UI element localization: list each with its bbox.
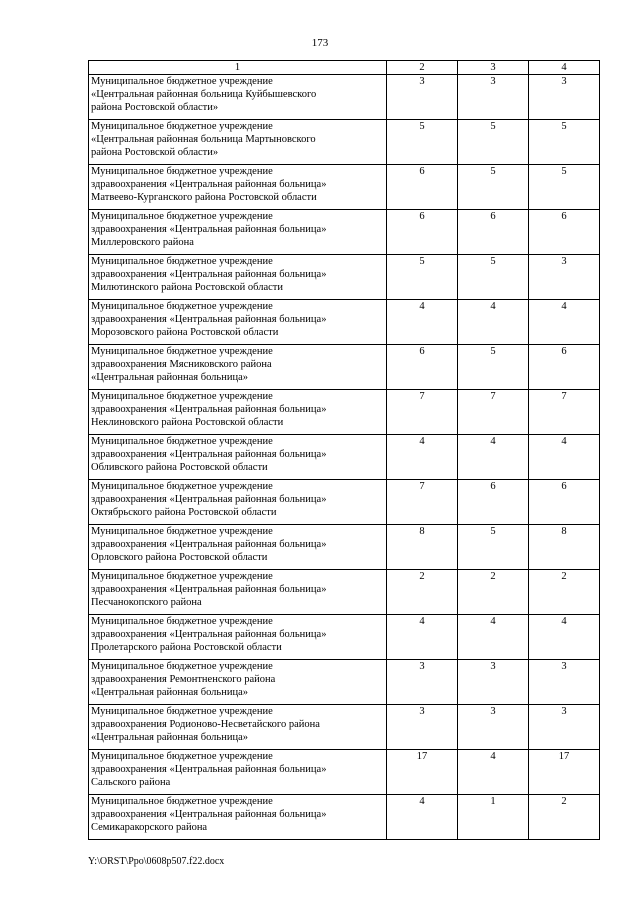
institution-name-line: Муниципальное бюджетное учреждение	[91, 436, 273, 447]
institution-name-cell	[89, 120, 387, 165]
table-row	[89, 255, 600, 300]
institution-name-line: Муниципальное бюджетное учреждение	[91, 211, 273, 222]
institution-name-cell	[89, 795, 387, 840]
institution-name-cell	[89, 750, 387, 795]
institution-name-line: «Центральная районная больница»	[91, 687, 248, 698]
value-cell-col-2: 5	[387, 255, 458, 300]
value-cell-col-2: 7	[387, 480, 458, 525]
institution-name-line: района Ростовской области»	[91, 147, 219, 158]
institution-name-line: Орловского района Ростовской области	[91, 552, 268, 563]
institution-name-line: Муниципальное бюджетное учреждение	[91, 526, 273, 537]
institution-name-cell	[89, 390, 387, 435]
value-cell-col-3: 7	[458, 390, 529, 435]
value-cell-col-4: 6	[529, 345, 600, 390]
institution-name-line: здравоохранения «Центральная районная больница»	[91, 584, 327, 595]
value-cell-col-2: 3	[387, 75, 458, 120]
value-cell-col-3: 5	[458, 525, 529, 570]
value-cell-col-4: 17	[529, 750, 600, 795]
footer-file-path: Y:\ORST\Ppo\0608p507.f22.docx	[88, 856, 225, 867]
institution-name-cell	[89, 165, 387, 210]
institution-name-line: Муниципальное бюджетное учреждение	[91, 571, 273, 582]
institution-name-line: здравоохранения «Центральная районная больница»	[91, 809, 327, 820]
value-cell-col-3: 2	[458, 570, 529, 615]
value-cell-col-3: 6	[458, 480, 529, 525]
institution-name-line: «Центральная районная больница»	[91, 372, 248, 383]
value-cell-col-3: 3	[458, 75, 529, 120]
institution-name-line: Муниципальное бюджетное учреждение	[91, 121, 273, 132]
institution-name-line: здравоохранения «Центральная районная больница»	[91, 764, 327, 775]
institution-name-line: здравоохранения «Центральная районная больница»	[91, 449, 327, 460]
value-cell-col-2: 3	[387, 705, 458, 750]
institution-name-line: здравоохранения «Центральная районная больница»	[91, 224, 327, 235]
value-cell-col-4: 6	[529, 480, 600, 525]
page-number: 173	[311, 37, 329, 49]
column-header: 2	[387, 61, 458, 75]
institution-name-line: Муниципальное бюджетное учреждение	[91, 166, 273, 177]
value-cell-col-3: 4	[458, 435, 529, 480]
value-cell-col-2: 3	[387, 660, 458, 705]
institution-name-line: Морозовского района Ростовской области	[91, 327, 279, 338]
column-header: 1	[89, 61, 387, 75]
institution-name-line: Муниципальное бюджетное учреждение	[91, 616, 273, 627]
table-row	[89, 570, 600, 615]
institution-name-cell	[89, 435, 387, 480]
table-row	[89, 435, 600, 480]
institution-name-cell	[89, 660, 387, 705]
institution-name-line: Муниципальное бюджетное учреждение	[91, 661, 273, 672]
value-cell-col-2: 6	[387, 165, 458, 210]
institution-name-line: здравоохранения «Центральная районная больница»	[91, 494, 327, 505]
institution-name-line: Муниципальное бюджетное учреждение	[91, 76, 273, 87]
institution-name-line: здравоохранения Ремонтненского района	[91, 674, 276, 685]
institution-name-cell	[89, 255, 387, 300]
data-table	[88, 60, 600, 840]
value-cell-col-2: 4	[387, 435, 458, 480]
institution-name-line: Миллеровского района	[91, 237, 194, 248]
institution-name-line: Муниципальное бюджетное учреждение	[91, 481, 273, 492]
institution-name-line: Муниципальное бюджетное учреждение	[91, 706, 273, 717]
institution-name-line: здравоохранения «Центральная районная больница»	[91, 539, 327, 550]
value-cell-col-2: 8	[387, 525, 458, 570]
institution-name-cell	[89, 300, 387, 345]
institution-name-line: Муниципальное бюджетное учреждение	[91, 796, 273, 807]
table-row	[89, 525, 600, 570]
institution-name-cell	[89, 570, 387, 615]
institution-name-line: Матвеево-Курганского района Ростовской области	[91, 192, 317, 203]
value-cell-col-4: 6	[529, 210, 600, 255]
institution-name-line: Милютинского района Ростовской области	[91, 282, 283, 293]
value-cell-col-2: 4	[387, 615, 458, 660]
value-cell-col-3: 5	[458, 345, 529, 390]
value-cell-col-2: 17	[387, 750, 458, 795]
table-row	[89, 480, 600, 525]
value-cell-col-2: 4	[387, 795, 458, 840]
table-row	[89, 300, 600, 345]
institution-name-line: здравоохранения «Центральная районная больница»	[91, 404, 327, 415]
value-cell-col-4: 4	[529, 615, 600, 660]
table-row	[89, 660, 600, 705]
value-cell-col-4: 7	[529, 390, 600, 435]
value-cell-col-2: 4	[387, 300, 458, 345]
value-cell-col-2: 7	[387, 390, 458, 435]
value-cell-col-3: 4	[458, 750, 529, 795]
institution-name-line: здравоохранения Мясниковского района	[91, 359, 272, 370]
value-cell-col-2: 6	[387, 345, 458, 390]
value-cell-col-4: 3	[529, 255, 600, 300]
institution-name-line: Обливского района Ростовской области	[91, 462, 268, 473]
value-cell-col-3: 3	[458, 660, 529, 705]
institution-name-line: «Центральная районная больница Куйбышевского	[91, 89, 317, 100]
table-row	[89, 705, 600, 750]
table-row	[89, 345, 600, 390]
table-row	[89, 795, 600, 840]
institution-name-line: Муниципальное бюджетное учреждение	[91, 346, 273, 357]
institution-name-line: Пролетарского района Ростовской области	[91, 642, 282, 653]
institution-name-line: здравоохранения «Центральная районная больница»	[91, 629, 327, 640]
value-cell-col-2: 5	[387, 120, 458, 165]
value-cell-col-4: 2	[529, 795, 600, 840]
value-cell-col-4: 5	[529, 165, 600, 210]
table-row	[89, 75, 600, 120]
institution-name-cell	[89, 705, 387, 750]
table-row	[89, 390, 600, 435]
table-row	[89, 615, 600, 660]
header-row	[89, 61, 600, 75]
institution-name-line: Муниципальное бюджетное учреждение	[91, 751, 273, 762]
institution-name-cell	[89, 525, 387, 570]
institution-name-line: «Центральная районная больница Мартыновского	[91, 134, 316, 145]
institution-name-line: здравоохранения Родионово-Несветайского района	[91, 719, 320, 730]
value-cell-col-3: 3	[458, 705, 529, 750]
column-header: 4	[529, 61, 600, 75]
column-header: 3	[458, 61, 529, 75]
institution-name-line: здравоохранения «Центральная районная больница»	[91, 269, 327, 280]
institution-name-line: Семикаракорского района	[91, 822, 208, 833]
value-cell-col-4: 5	[529, 120, 600, 165]
institution-name-line: Муниципальное бюджетное учреждение	[91, 301, 273, 312]
institution-name-line: Муниципальное бюджетное учреждение	[91, 256, 273, 267]
value-cell-col-4: 4	[529, 435, 600, 480]
institution-name-line: Муниципальное бюджетное учреждение	[91, 391, 273, 402]
value-cell-col-4: 2	[529, 570, 600, 615]
institution-name-line: «Центральная районная больница»	[91, 732, 248, 743]
institution-name-line: Сальского района	[91, 777, 171, 788]
institution-name-line: района Ростовской области»	[91, 102, 219, 113]
institution-name-cell	[89, 615, 387, 660]
value-cell-col-3: 5	[458, 255, 529, 300]
value-cell-col-4: 3	[529, 660, 600, 705]
institution-name-line: Октябрьского района Ростовской области	[91, 507, 277, 518]
value-cell-col-3: 5	[458, 120, 529, 165]
institution-name-line: здравоохранения «Центральная районная больница»	[91, 179, 327, 190]
value-cell-col-4: 4	[529, 300, 600, 345]
value-cell-col-3: 5	[458, 165, 529, 210]
value-cell-col-3: 4	[458, 300, 529, 345]
value-cell-col-4: 3	[529, 705, 600, 750]
value-cell-col-3: 1	[458, 795, 529, 840]
institution-name-cell	[89, 210, 387, 255]
institution-name-line: здравоохранения «Центральная районная больница»	[91, 314, 327, 325]
value-cell-col-3: 4	[458, 615, 529, 660]
value-cell-col-4: 3	[529, 75, 600, 120]
value-cell-col-2: 6	[387, 210, 458, 255]
table-row	[89, 120, 600, 165]
table-row	[89, 750, 600, 795]
table-row	[89, 165, 600, 210]
value-cell-col-2: 2	[387, 570, 458, 615]
value-cell-col-3: 6	[458, 210, 529, 255]
institution-name-line: Неклиновского района Ростовской области	[91, 417, 284, 428]
value-cell-col-4: 8	[529, 525, 600, 570]
institution-name-cell	[89, 75, 387, 120]
table-row	[89, 210, 600, 255]
institution-name-cell	[89, 345, 387, 390]
institution-name-cell	[89, 480, 387, 525]
institution-name-line: Песчанокопского района	[91, 597, 202, 608]
